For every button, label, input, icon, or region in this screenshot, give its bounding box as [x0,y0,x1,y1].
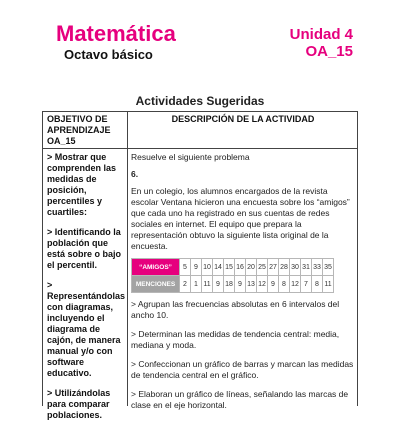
section-title: Actividades Sugeridas [135,94,265,108]
mentions-cell: 11 [202,276,213,293]
objective-item: > Mostrar que comprenden las medidas de posición, percentiles y cuartiles: [47,152,117,217]
mentions-cell: 8 [312,276,323,293]
objective-item: > Utilizándolas para comparar poblaciones. [47,388,111,420]
description-column-header: DESCRIPCIÓN DE LA ACTIVIDAD [171,114,315,124]
friends-cell: 14 [213,259,224,276]
mentions-cell: 7 [301,276,312,293]
activity-intro: Resuelve el siguiente problema [131,152,250,162]
mentions-cell: 2 [180,276,191,293]
mentions-cell: 12 [290,276,301,293]
friends-cell: 30 [290,259,301,276]
mentions-cell: 12 [257,276,268,293]
mentions-cell: 11 [323,276,334,293]
unit-label: Unidad 4 [289,26,353,43]
friends-cell: 5 [180,259,191,276]
subject-title: Matemática [56,21,176,46]
header-left [56,22,176,63]
friends-cell: 15 [224,259,235,276]
objective-item: > Identificando la población que está sobre o bajo el percentil. [47,227,122,270]
grade-subtitle: Octavo básico [64,47,153,62]
mentions-cell: 13 [246,276,257,293]
friends-cell: 25 [257,259,268,276]
friends-cell: 31 [301,259,312,276]
mentions-cell: 9 [213,276,224,293]
header-divider [43,148,357,149]
friends-cell: 28 [279,259,290,276]
friends-cell: 9 [191,259,202,276]
friends-cell: 10 [202,259,213,276]
friends-cell: 20 [246,259,257,276]
activity-number: 6. [131,169,139,179]
oa-label: OA_15 [305,43,353,60]
mentions-cell: 9 [235,276,246,293]
friends-row [132,259,334,276]
mentions-cell: 9 [268,276,279,293]
friends-cell: 27 [268,259,279,276]
mentions-row-label: MENCIONES [132,276,180,293]
survey-data-table [131,258,334,293]
activity-step: > Determinan las medidas de tendencia central: media, mediana y moda. [131,329,340,350]
header-right [290,26,353,60]
column-divider [127,112,128,406]
activity-step: > Confeccionan un gráfico de barras y marcan las medidas de tendencia central en el gráfico. [131,359,354,380]
activity-paragraph: En un colegio, los alumnos encargados de la revista escolar Ventana hicieron una encuesta sobre los “amigos” que cada uno ha registrado en sus cuentas de redes sociales en internet. El equipo que prepara la representación obtuvo la siguiente lista original de la encuesta. [131,186,350,251]
friends-cell: 35 [323,259,334,276]
mentions-cell: 8 [279,276,290,293]
objective-column-header: OBJETIVO DE APRENDIZAJE OA_15 [47,114,111,146]
activities-table [42,111,358,420]
activity-step: > Agrupan las frecuencias absolutas en 6 intervalos del ancho 10. [131,299,340,320]
friends-cell: 33 [312,259,323,276]
activity-description [131,152,357,419]
mentions-row [132,276,334,293]
friends-row-label: “AMIGOS” [132,259,180,276]
mentions-cell: 1 [191,276,202,293]
objective-item: > Representándolas con diagramas, incluyendo el diagrama de cajón, de manera manual y/o con software educativo. [47,280,126,378]
friends-cell: 16 [235,259,246,276]
objectives-list [47,152,126,430]
activity-step: > Elaboran un gráfico de líneas, señalando las marcas de clase en el eje horizontal. [131,389,349,410]
mentions-cell: 18 [224,276,235,293]
